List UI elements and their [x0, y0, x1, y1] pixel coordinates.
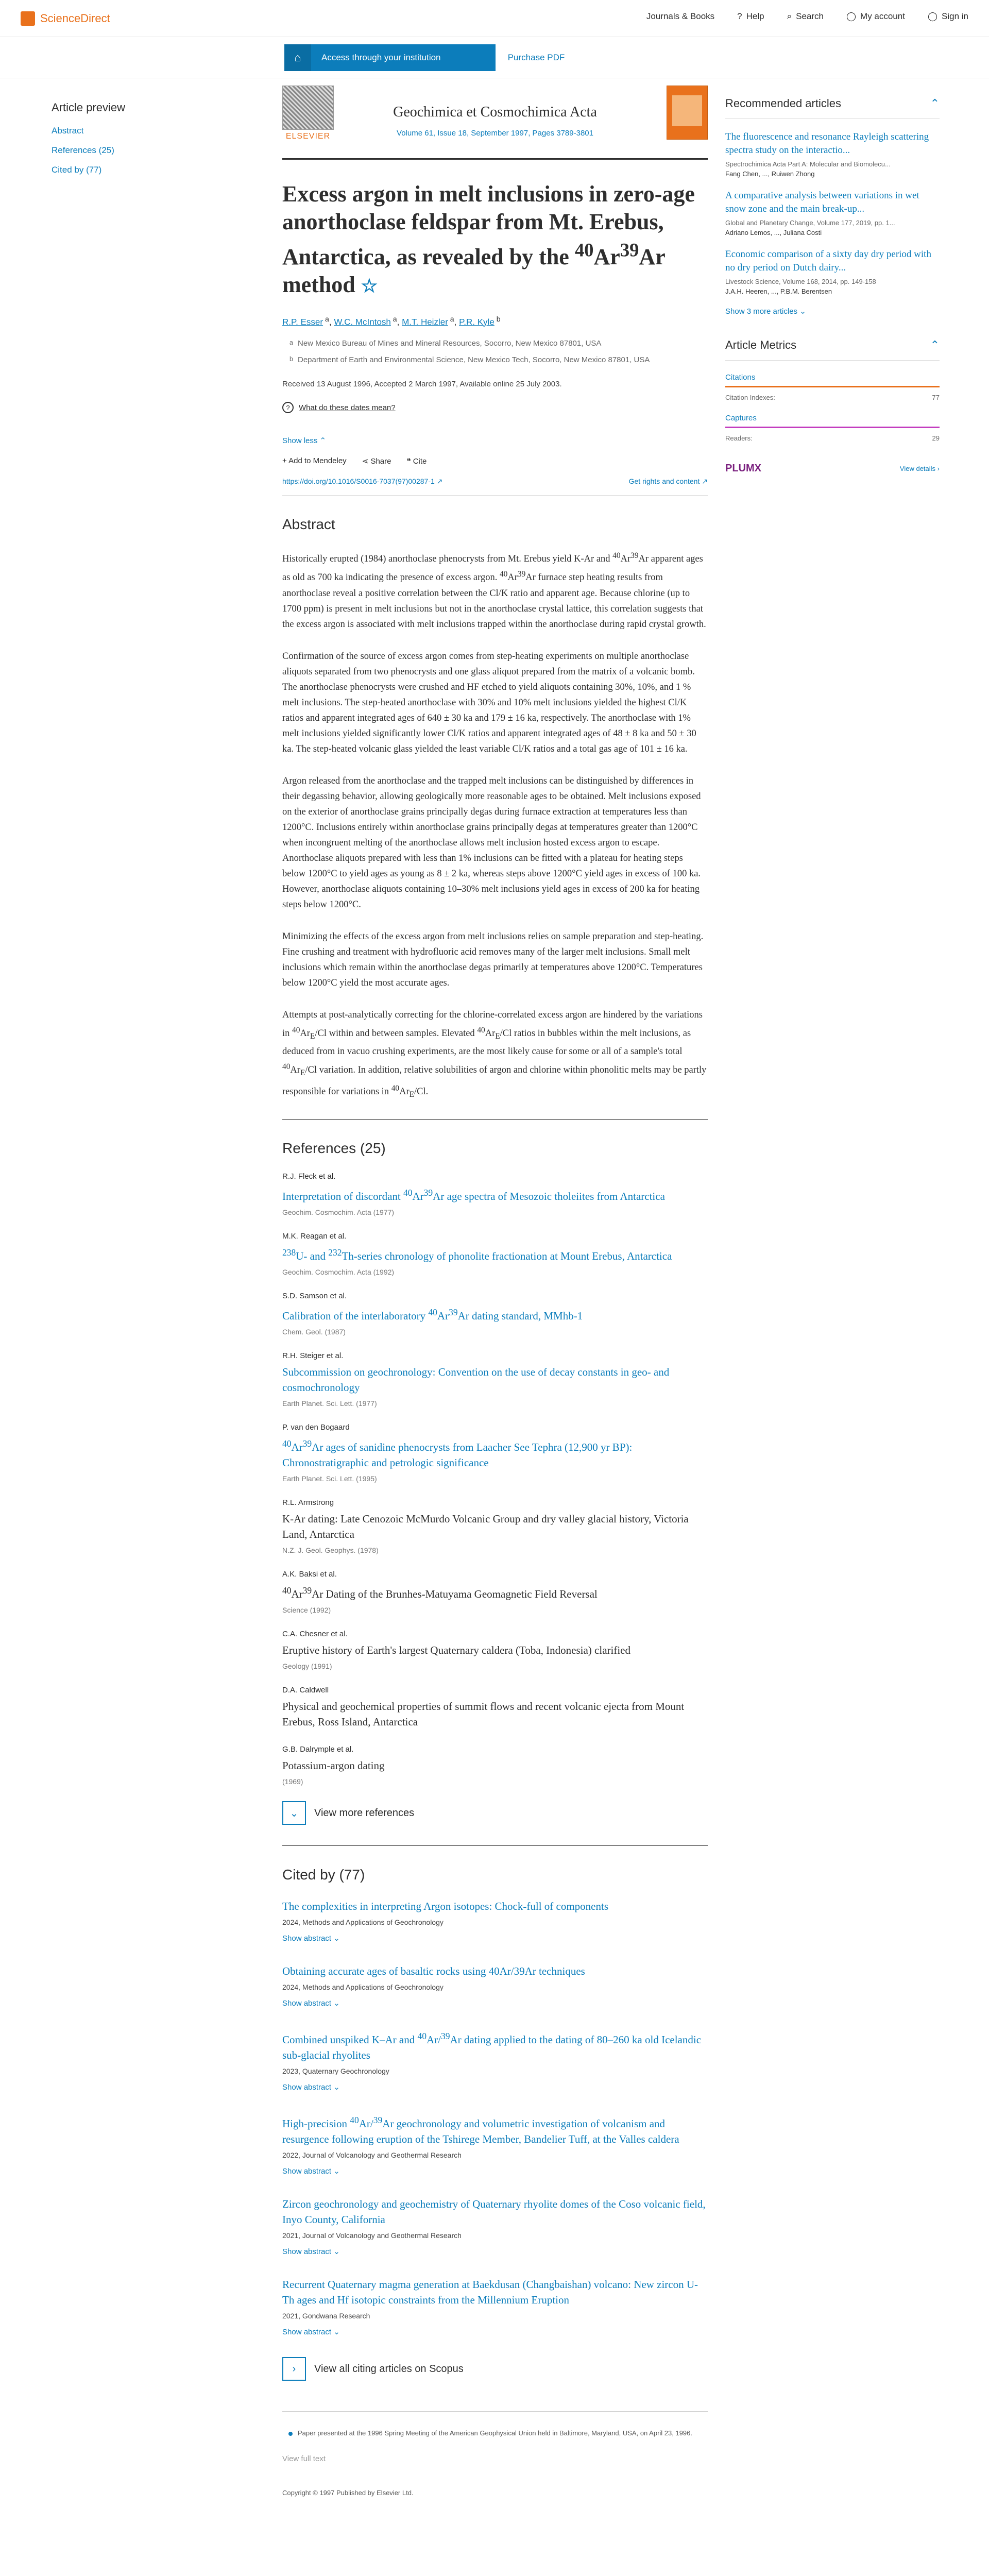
affiliation: a New Mexico Bureau of Mines and Mineral Resources, Socorro, New Mexico 87801, USA	[289, 339, 602, 348]
readers-row: Readers: 29	[725, 434, 940, 442]
show-abstract-button[interactable]: Show abstract ⌄	[282, 2167, 340, 2176]
chevron-up-icon: ⌃	[930, 338, 940, 351]
view-all-citing-button[interactable]: › View all citing articles on Scopus	[282, 2357, 708, 2381]
reference-source: Geology (1991)	[282, 1662, 332, 1671]
citing-article-title[interactable]: Zircon geochronology and geochemistry of Quaternary rhyolite domes of the Coso volcanic field, Inyo County, California	[282, 2198, 706, 2226]
top-bar	[0, 0, 989, 37]
journal-header	[282, 82, 708, 160]
cited-by-heading: Cited by (77)	[282, 1867, 365, 1883]
show-abstract-button[interactable]: Show abstract ⌄	[282, 1999, 340, 2008]
recommended-article-authors: J.A.H. Heeren, ..., P.B.M. Berentsen	[725, 287, 832, 295]
show-less-button[interactable]: Show less ⌃	[282, 436, 327, 446]
reference-title[interactable]: $^{40}$Ar$^{39}$Ar ages of sanidine phenocrysts from Laacher See Tephra (12,900 yr BP): Chronostratigraphic and petrologic significance	[282, 1438, 633, 1469]
abstract-body	[282, 548, 708, 1103]
reference-item	[282, 1630, 708, 1670]
purchase-pdf-link[interactable]: Purchase PDF	[507, 53, 565, 62]
right-sidebar	[725, 97, 940, 474]
show-more-articles-button[interactable]: Show 3 more articles ⌄	[725, 307, 806, 316]
reference-source: Geochim. Cosmochim. Acta (1977)	[282, 1208, 395, 1217]
recommended-article-source: Global and Planetary Change, Volume 177, 2019, pp. 1...	[725, 219, 895, 227]
reference-authors: P. van den Bogaard	[282, 1423, 350, 1432]
reference-authors: G.B. Dalrymple et al.	[282, 1745, 354, 1754]
abstract-paragraph: Confirmation of the source of excess argon comes from step-heating experiments on multiple anorthoclase aliquots separated from two phenocrysts and one glass aliquot prepared from the matrix of a volcanic bomb. The anorthoclase phenocrysts were crushed and HF etched to yield aliquots containing 30%, 10%, and 1 % melt inclusions. The step-heated anorthoclase with 30% and 10% melt inclusions yielded the highest Cl/K ratios and apparent integrated ages of 640 ± 30 ka and 179 ± 16 ka, respectively. The anorthoclase with 1% melt inclusions yielded significantly lower Cl/K ratios and apparent integrated ages of 48 ± 8 ka and 50 ± 30 ka. The step-heated volcanic glass yielded the least variable Cl/K ratios and a total gas age of 101 ± 16 ka.	[282, 651, 696, 754]
citing-article	[282, 1899, 708, 1943]
reference-source: Science (1992)	[282, 1606, 331, 1615]
author-link[interactable]: R.P. Esser	[282, 317, 323, 327]
rights-link[interactable]: Get rights and content ↗	[628, 477, 708, 486]
reference-authors: M.K. Reagan et al.	[282, 1232, 347, 1241]
citations-category: Citations	[725, 373, 940, 387]
share-button[interactable]: ⋖ Share	[362, 457, 391, 466]
show-abstract-button[interactable]: Show abstract ⌄	[282, 2083, 340, 2092]
help-link[interactable]: ? Help	[737, 11, 764, 21]
reference-item	[282, 1292, 708, 1336]
view-full-text-link[interactable]: View full text	[282, 2454, 326, 2464]
cited-by-list	[282, 1899, 708, 2336]
cite-button[interactable]: ❝ Cite	[406, 457, 427, 466]
reference-item	[282, 1351, 708, 1408]
institution-icon: ⌂	[284, 44, 311, 71]
article-actions	[282, 456, 708, 466]
elsevier-logo[interactable]: ELSEVIER	[282, 86, 334, 142]
citing-article-title[interactable]: Combined unspiked K–Ar and $^{40}$Ar/$^{39}$Ar dating applied to the dating of 80–260 ka old Icelandic sub-glacial rhyolites	[282, 2031, 702, 2062]
user-icon: ◯	[927, 11, 938, 21]
article-title: Excess argon in melt inclusions in zero-age anorthoclase feldspar from Mt. Erebus, Antarctica, as revealed by the $^{40}$Ar$^{39}$Ar method ☆	[282, 181, 695, 297]
recommended-article	[725, 248, 940, 295]
copyright-text: Copyright © 1997 Published by Elsevier Ltd.	[282, 2489, 414, 2497]
top-nav	[646, 11, 968, 22]
citing-article-source: 2024, Methods and Applications of Geochronology	[282, 1918, 444, 1927]
reference-source: (1969)	[282, 1777, 303, 1786]
my-account-link[interactable]: ◯ My account	[846, 11, 905, 21]
help-icon: ?	[737, 11, 742, 21]
recommended-article-source: Spectrochimica Acta Part A: Molecular and Biomolecu...	[725, 160, 891, 168]
reference-title: Eruptive history of Earth's largest Quaternary caldera (Toba, Indonesia) clarified	[282, 1644, 630, 1657]
reference-title[interactable]: Calibration of the interlaboratory $^{40}$Ar$^{39}$Ar dating standard, MMhb-1	[282, 1307, 583, 1323]
citing-article-source: 2024, Methods and Applications of Geochronology	[282, 1983, 444, 1992]
citing-article-source: 2021, Journal of Volcanology and Geothermal Research	[282, 2231, 462, 2240]
citing-article-title[interactable]: The complexities in interpreting Argon isotopes: Chock-full of components	[282, 1900, 609, 1913]
logo-text: ScienceDirect	[40, 12, 110, 25]
citing-article-source: 2021, Gondwana Research	[282, 2312, 370, 2320]
citing-article	[282, 2112, 708, 2176]
abstract-heading: Abstract	[282, 516, 335, 533]
citing-article	[282, 2196, 708, 2256]
reference-item	[282, 1745, 708, 1786]
chevron-down-icon: ⌄	[282, 1801, 306, 1825]
reference-source: Chem. Geol. (1987)	[282, 1328, 346, 1336]
recommended-list	[725, 130, 940, 295]
sign-in-link[interactable]: ◯ Sign in	[927, 11, 968, 21]
reference-title[interactable]: Interpretation of discordant $^{40}$Ar$^{39}$Ar age spectra of Mesozoic tholeiites from Antarctica	[282, 1188, 665, 1203]
recommended-article-title[interactable]: A comparative analysis between variations in wet snow zone and the main break-up...	[725, 190, 919, 214]
reference-title: $^{40}$Ar$^{39}$Ar Dating of the Brunhes-Matuyama Geomagnetic Field Reversal	[282, 1585, 598, 1601]
divider	[282, 1845, 708, 1846]
reference-source: N.Z. J. Geol. Geophys. (1978)	[282, 1546, 379, 1555]
recommended-header[interactable]: Recommended articles ⌃	[725, 97, 940, 119]
plumx-logo[interactable]: PLUMX	[725, 463, 761, 474]
citing-article-source: 2022, Journal of Volcanology and Geothermal Research	[282, 2151, 462, 2160]
article-footnote: Paper presented at the 1996 Spring Meeting of the American Geophysical Union held in Baltimore, Maryland, USA, on April 23, 1996.	[282, 2412, 708, 2439]
abstract-paragraph: Minimizing the effects of the excess argon from melt inclusions relies on sample preparation and step-heating. Fine crushing and treatment with hydrofluoric acid removes many of the larger melt inclusions. Small melt inclusions which remain within the anorthoclase degas primarily at temperatures above 1200°C. Temperatures below 1200°C yield the most accurate ages.	[282, 931, 704, 988]
chevron-down-icon: ⌄	[799, 307, 806, 316]
reference-title: Potassium-argon dating	[282, 1759, 385, 1772]
reference-item	[282, 1423, 708, 1483]
show-abstract-button[interactable]: Show abstract ⌄	[282, 2247, 340, 2257]
journal-volume[interactable]: Volume 61, Issue 18, September 1997, Pages 3789-3801	[397, 129, 593, 138]
citing-article	[282, 2028, 708, 2092]
reference-authors: R.H. Steiger et al.	[282, 1351, 344, 1361]
reference-title: K-Ar dating: Late Cenozoic McMurdo Volcanic Group and dry valley glacial history, Victoria Land, Antarctica	[282, 1513, 689, 1541]
affiliation: b Department of Earth and Environmental Science, New Mexico Tech, Socorro, New Mexico 87801, USA	[289, 355, 650, 365]
recommended-article-authors: Adriano Lemos, ..., Juliana Costi	[725, 229, 822, 236]
citation-indexes-row: Citation Indexes: 77	[725, 394, 940, 401]
reference-item	[282, 1570, 708, 1614]
question-icon: ?	[282, 402, 294, 413]
author-link[interactable]: P.R. Kyle	[459, 317, 494, 327]
chevron-up-icon: ⌃	[319, 436, 327, 446]
author-list: R.P. Esser $^a$, W.C. McIntosh $^a$, M.T. Heizler $^a$, P.R. Kyle $^b$	[282, 315, 501, 327]
citing-article	[282, 2277, 708, 2336]
reference-authors: D.A. Caldwell	[282, 1686, 329, 1695]
access-institution-button[interactable]: ⌂ Access through your institution	[284, 44, 496, 71]
reference-authors: S.D. Samson et al.	[282, 1292, 347, 1301]
journals-books-link[interactable]: Journals & Books	[646, 11, 715, 21]
citing-article-title[interactable]: High-precision $^{40}$Ar/$^{39}$Ar geochronology and volumetric investigation of volcanism and resurgence following eruption of the Tshirege Member, Bandelier Tuff, at the Valles caldera	[282, 2115, 679, 2146]
reference-authors: A.K. Baksi et al.	[282, 1570, 337, 1579]
reference-title[interactable]: Subcommission on geochronology: Convention on the use of decay constants in geo- and cosmochronology	[282, 1366, 670, 1394]
star-icon[interactable]: ☆	[361, 275, 378, 296]
journal-cover-image[interactable]	[667, 86, 708, 140]
affiliations	[282, 337, 708, 366]
show-abstract-button[interactable]: Show abstract ⌄	[282, 1934, 340, 1943]
reference-source: Earth Planet. Sci. Lett. (1977)	[282, 1399, 377, 1408]
plumx-row	[725, 463, 940, 474]
doi-row	[282, 477, 708, 496]
reference-title: Physical and geochemical properties of summit flows and recent volcanic ejecta from Mount Erebus, Ross Island, Antarctica	[282, 1700, 685, 1728]
reference-title[interactable]: $^{238}$U- and $^{232}$Th-series chronology of phonolite fractionation at Mount Erebus, Antarctica	[282, 1247, 672, 1263]
elsevier-logo-icon	[21, 11, 35, 26]
references-heading: References (25)	[282, 1140, 386, 1157]
author-link[interactable]: M.T. Heizler	[402, 317, 448, 327]
external-link-icon: ↗	[702, 477, 708, 486]
citing-article	[282, 1963, 708, 2008]
chevron-right-icon: ›	[282, 2357, 306, 2381]
access-bar	[0, 37, 989, 78]
show-abstract-button[interactable]: Show abstract ⌄	[282, 2328, 340, 2337]
search-icon: ⌕	[787, 11, 792, 21]
reference-authors: C.A. Chesner et al.	[282, 1630, 348, 1639]
citing-article-source: 2023, Quaternary Geochronology	[282, 2067, 389, 2076]
reference-authors: R.L. Armstrong	[282, 1498, 334, 1507]
reference-item	[282, 1686, 708, 1730]
view-details-link[interactable]: View details ›	[899, 465, 940, 472]
article-preview-title: Article preview	[52, 101, 126, 114]
recommended-article	[725, 130, 940, 178]
abstract-paragraph: Attempts at post-analytically correcting for the chlorine-correlated excess argon are hindered by the variations in $^{40}Ar_E/Cl$ within and between samples. Elevated $^{40}Ar_E/Cl$ ratios in bubbles within the melt inclusions, as deduced from in vacuo crushing experiments, are the most likely cause for some or all of a sample's total $^{40}Ar_E/Cl$ variation. In addition, relative solubilities of argon and chlorine within phonolitic melts may be partly responsible for variations in $^{40}Ar_E/Cl$.	[282, 1009, 707, 1099]
add-to-mendeley-button[interactable]: + Add to Mendeley	[282, 456, 347, 466]
search-link[interactable]: ⌕ Search	[787, 11, 824, 21]
article-metrics	[725, 338, 940, 474]
user-icon: ◯	[846, 11, 857, 21]
quote-icon: ❝	[406, 457, 411, 466]
share-icon: ⋖	[362, 457, 369, 466]
abstract-paragraph: Historically erupted (1984) anorthoclase phenocrysts from Mt. Erebus yield K-Ar and $^{40}$Ar$^{39}$Ar apparent ages as old as 700 ka indicating the presence of excess argon. $^{40}$Ar$^{39}$Ar furnace step heating results from anorthoclase reveal a positive correlation between the Cl/K ratio and apparent age. Because chlorine (up to 1700 ppm) is present in melt inclusions but not in the anorthoclase crystal lattice, this correlation suggests that the excess argon is associated with melt inclusions trapped within the anorthoclase during rapid crystal growth.	[282, 551, 706, 630]
sciencedirect-logo[interactable]	[21, 11, 110, 26]
citing-article-title[interactable]: Recurrent Quaternary magma generation at Baekdusan (Changbaishan) volcano: New zircon U-Th ages and Hf isotopic constraints from the Millennium Eruption	[282, 2278, 698, 2307]
reference-item	[282, 1232, 708, 1276]
metrics-header[interactable]: Article Metrics ⌃	[725, 338, 940, 361]
journal-title[interactable]: Geochimica et Cosmochimica Acta	[393, 104, 597, 120]
what-dates-mean[interactable]: ? What do these dates mean?	[282, 402, 708, 413]
doi-link[interactable]: https://doi.org/10.1016/S0016-7037(97)00287-1 ↗	[282, 477, 443, 486]
article-main	[282, 82, 708, 2497]
reference-source: Geochim. Cosmochim. Acta (1992)	[282, 1268, 395, 1277]
reference-item	[282, 1172, 708, 1216]
recommended-article-authors: Fang Chen, ..., Ruiwen Zhong	[725, 170, 815, 178]
abstract-paragraph: Argon released from the anorthoclase and the trapped melt inclusions can be distinguished by differences in their degassing behavior, allowing geologically more reasonable ages to be obtained. Melt inclusions exposed on the exterior of anorthoclase grains principally degas during furnace extraction at temperatures less than 1200°C. Inclusions entirely within anorthoclase grains principally degas at temperatures greater than 1200°C when incongruent melting of the anorthoclase allows melt inclusion hosted excess argon to escape. Anorthoclase aliquots prepared with less than 1% inclusions can be fitted with a plateau for heating steps below 1200°C to yield ages as young as 8 ± 2 ka, whereas steps above 1200°C yield ages in excess of 100 ka. However, anorthoclase aliquots containing 10–30% melt inclusions yield ages in excess of 200 ka for heating steps below 1200°C.	[282, 775, 701, 910]
citing-article-title[interactable]: Obtaining accurate ages of basaltic rocks using 40Ar/39Ar techniques	[282, 1965, 585, 1978]
nav-references[interactable]: References (25)	[52, 145, 114, 155]
reference-list	[282, 1172, 708, 1786]
nav-abstract[interactable]: Abstract	[52, 126, 84, 135]
article-preview-nav	[52, 101, 206, 184]
author-link[interactable]: W.C. McIntosh	[334, 317, 391, 327]
external-link-icon: ↗	[436, 477, 443, 486]
recommended-article-title[interactable]: The fluorescence and resonance Rayleigh scattering spectra study on the interactio...	[725, 131, 929, 156]
captures-category: Captures	[725, 414, 940, 428]
view-more-references-button[interactable]: ⌄ View more references	[282, 1801, 708, 1825]
reference-item	[282, 1498, 708, 1554]
article-dates: Received 13 August 1996, Accepted 2 March 1997, Available online 25 July 2003.	[282, 380, 562, 389]
nav-cited-by[interactable]: Cited by (77)	[52, 165, 102, 175]
chevron-up-icon: ⌃	[930, 97, 940, 110]
recommended-article-title[interactable]: Economic comparison of a sixty day dry period with no dry period on Dutch dairy...	[725, 249, 931, 273]
divider	[282, 1119, 708, 1120]
reference-source: Earth Planet. Sci. Lett. (1995)	[282, 1475, 377, 1483]
plus-icon: +	[282, 456, 287, 466]
recommended-article	[725, 189, 940, 236]
reference-authors: R.J. Fleck et al.	[282, 1172, 336, 1181]
recommended-article-source: Livestock Science, Volume 168, 2014, pp. 149-158	[725, 278, 876, 285]
